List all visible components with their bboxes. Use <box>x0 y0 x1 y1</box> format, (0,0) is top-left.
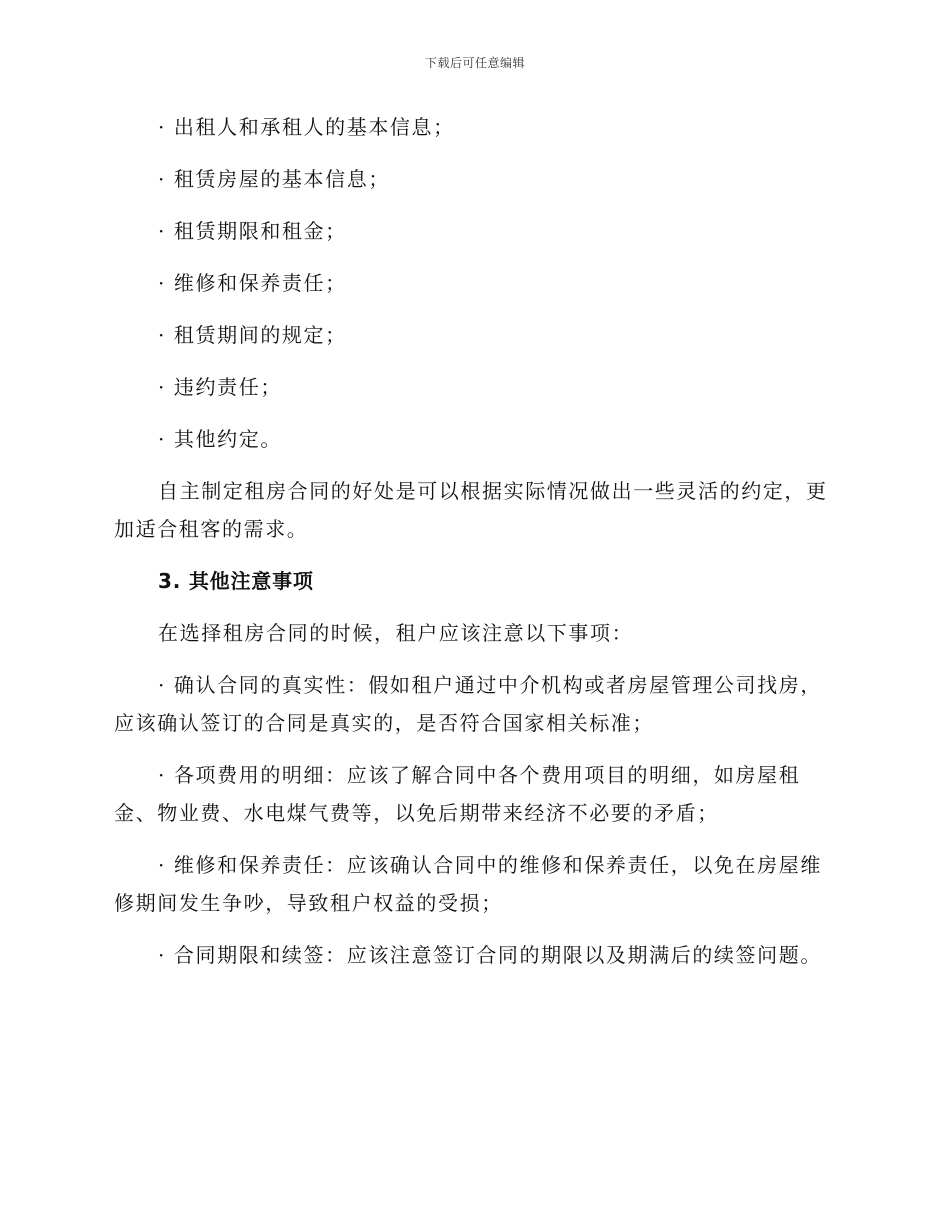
list-item <box>114 666 834 742</box>
list-item <box>114 846 834 922</box>
list-item-line: 修期间发生争吵，导致租户权益的受损； <box>114 891 503 915</box>
list-item: · 维修和保养责任； <box>158 271 347 295</box>
list-item: · 租赁期限和租金； <box>158 219 347 243</box>
paragraph-line: 加适合租客的需求。 <box>114 517 309 541</box>
list-item: · 出租人和承租人的基本信息； <box>158 115 455 139</box>
list-item-line: · 维修和保养责任：应该确认合同中的维修和保养责任，以免在房屋维 <box>158 853 822 877</box>
list-item-line: · 各项费用的明细：应该了解合同中各个费用项目的明细，如房屋租 <box>158 763 801 787</box>
list-item-line: 应该确认签订的合同是真实的，是否符合国家相关标准； <box>114 711 654 735</box>
list-item: · 租赁房屋的基本信息； <box>158 167 390 191</box>
document-body <box>114 108 834 988</box>
list-item: · 租赁期间的规定； <box>158 323 347 347</box>
list-item-line: · 确认合同的真实性：假如租户通过中介机构或者房屋管理公司找房， <box>158 673 822 697</box>
section-heading: 3. 其他注意事项 <box>158 569 314 593</box>
bullet-list-contract-contents <box>114 108 834 458</box>
paragraph-line: 自主制定租房合同的好处是可以根据实际情况做出一些灵活的约定，更 <box>158 479 828 503</box>
list-item: · 违约责任； <box>158 375 282 399</box>
list-item-line: 金、物业费、水电煤气费等，以免后期带来经济不必要的矛盾； <box>114 801 719 825</box>
section-intro: 在选择租房合同的时候，租户应该注意以下事项： <box>158 621 634 645</box>
list-item: · 其他约定。 <box>158 427 282 451</box>
notes-list <box>114 666 834 974</box>
list-item-line: · 合同期限和续签：应该注意签订合同的期限以及期满后的续签问题。 <box>158 943 822 967</box>
list-item <box>114 756 834 832</box>
paragraph-advantage <box>114 472 834 548</box>
page-header: 下载后可任意编辑 <box>424 56 525 70</box>
list-item <box>114 936 834 974</box>
